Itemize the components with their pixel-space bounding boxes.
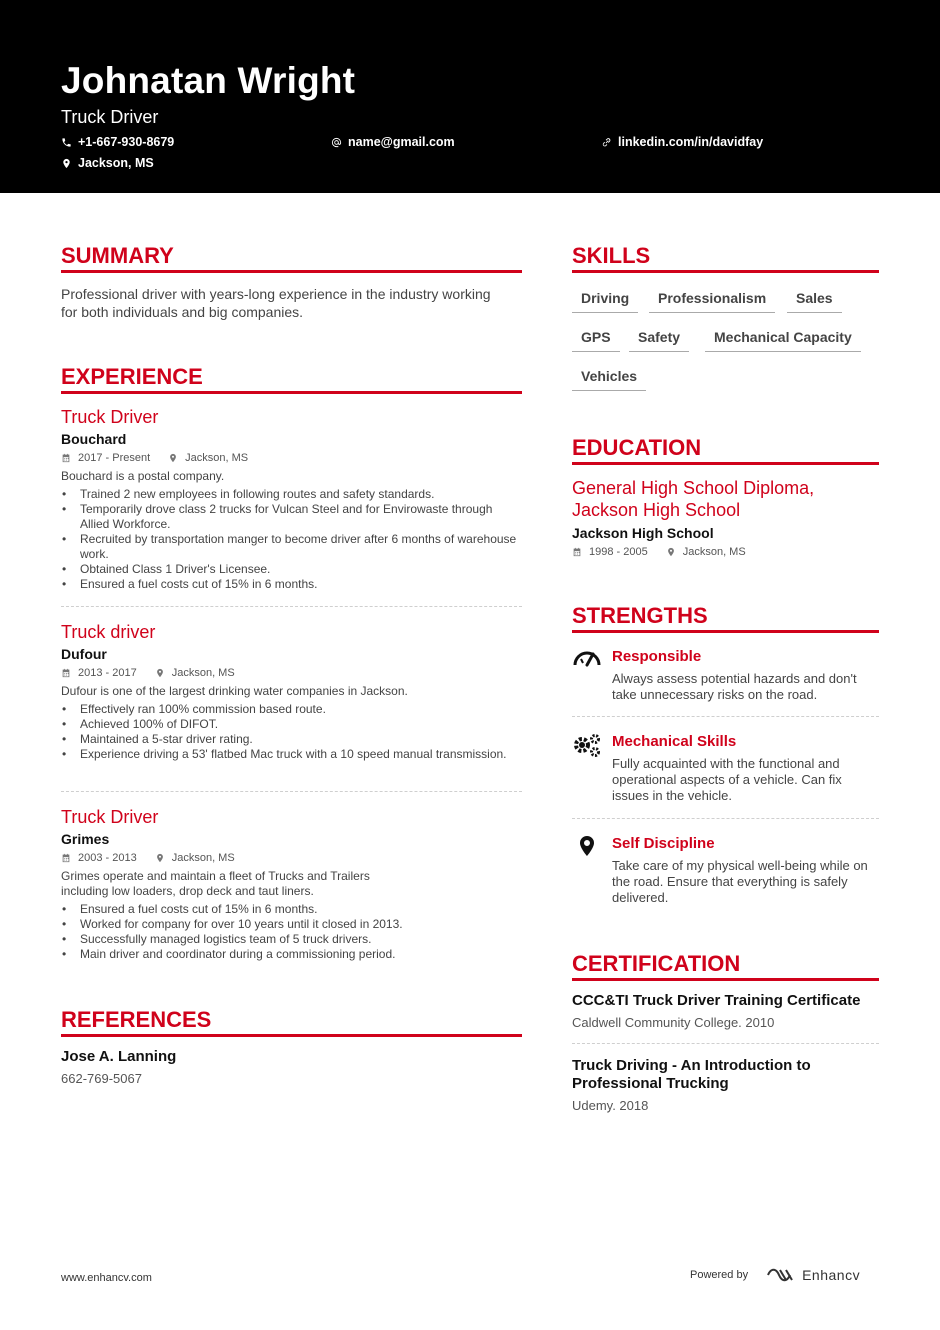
education-dates: 1998 - 2005	[589, 546, 648, 558]
job-bullet: • Successfully managed logistics team of 5 truck drivers.	[61, 932, 522, 947]
certification-issuer: Udemy. 2018	[572, 1098, 649, 1113]
certification-title: CCC&TI Truck Driver Training Certificate	[572, 992, 861, 1009]
candidate-title: Truck Driver	[61, 107, 159, 127]
at-sign-icon	[331, 137, 342, 148]
job-title: Truck Driver	[61, 807, 159, 827]
job-meta	[61, 666, 522, 680]
skill-tag: Sales	[787, 290, 842, 313]
strength-divider	[572, 818, 879, 819]
contact-location	[61, 156, 154, 170]
powered-by-label: Powered by	[690, 1269, 749, 1281]
strength-divider	[572, 716, 879, 717]
job-bullets	[61, 702, 522, 762]
calendar-icon	[572, 547, 582, 557]
job-bullet: • Obtained Class 1 Driver's Licensee.	[61, 562, 522, 577]
job-divider	[61, 791, 522, 792]
job-location-text: Jackson, MS	[185, 452, 249, 464]
job-bullet: • Effectively ran 100% commission based route.	[61, 702, 522, 717]
contact-phone[interactable]	[61, 135, 174, 149]
link-icon	[601, 137, 612, 148]
skill-tag: Vehicles	[572, 368, 646, 391]
references-heading: REFERENCES	[61, 1007, 522, 1037]
location-pin-icon	[168, 453, 178, 463]
education-heading: EDUCATION	[572, 435, 879, 465]
education-location	[666, 545, 746, 559]
strength-title: Self Discipline	[612, 835, 715, 852]
job-bullets	[61, 902, 522, 962]
skill-tag: Driving	[572, 290, 638, 313]
job-bullet: • Achieved 100% of DIFOT.	[61, 717, 522, 732]
job-location	[155, 666, 235, 680]
enhancv-brand-text: Enhancv	[802, 1267, 861, 1283]
enhancv-logo-icon	[766, 1267, 796, 1283]
strength-text: Fully acquainted with the functional and operational aspects of a vehicle. Can fix issues in the vehicle.	[612, 756, 842, 803]
education-degree: General High School Diploma, Jackson High School	[572, 478, 815, 520]
reference-phone: 662-769-5067	[61, 1071, 142, 1086]
certification-title: Truck Driving - An Introduction to Professional Trucking	[572, 1057, 811, 1092]
email-text: name@gmail.com	[348, 135, 455, 149]
location-pin-icon	[155, 668, 165, 678]
job-title: Truck Driver	[61, 407, 159, 427]
map-pin-icon	[572, 835, 602, 861]
job-bullet: • Worked for company for over 10 years until it closed in 2013.	[61, 917, 522, 932]
job-location	[168, 451, 248, 465]
skill-tag: Mechanical Capacity	[705, 329, 861, 352]
location-pin-icon	[155, 853, 165, 863]
skill-tag: Professionalism	[649, 290, 775, 313]
job-location	[155, 851, 235, 865]
job-title: Truck driver	[61, 622, 156, 642]
job-bullets	[61, 487, 522, 592]
resume-header	[0, 0, 940, 193]
certification-heading: CERTIFICATION	[572, 951, 879, 981]
contact-email[interactable]	[331, 135, 455, 149]
strength-text: Always assess potential hazards and don't take unnecessary risks on the road.	[612, 671, 857, 702]
strengths-heading: STRENGTHS	[572, 603, 879, 633]
location-pin-icon	[61, 158, 72, 169]
job-description: Bouchard is a postal company.	[61, 469, 225, 483]
certification-divider	[572, 1043, 879, 1044]
job-description: Dufour is one of the largest drinking water companies in Jackson.	[61, 684, 408, 698]
job-entry	[61, 621, 522, 762]
skills-heading: SKILLS	[572, 243, 879, 273]
footer-website[interactable]: www.enhancv.com	[61, 1272, 152, 1284]
job-divider	[61, 606, 522, 607]
skill-tag: GPS	[572, 329, 620, 352]
enhancv-logo[interactable]	[766, 1267, 860, 1283]
education-school: Jackson High School	[572, 525, 714, 541]
calendar-icon	[61, 853, 71, 863]
skill-tag: Safety	[629, 329, 689, 352]
job-meta	[61, 451, 522, 465]
gauge-icon	[572, 648, 602, 674]
reference-name: Jose A. Lanning	[61, 1048, 177, 1065]
job-dates: 2017 - Present	[78, 452, 151, 464]
strength-title: Responsible	[612, 648, 702, 665]
job-meta	[61, 851, 522, 865]
location-pin-icon	[666, 547, 676, 557]
strength-title: Mechanical Skills	[612, 733, 737, 750]
job-bullet: • Ensured a fuel costs cut of 15% in 6 months.	[61, 902, 522, 917]
summary-text: Professional driver with years-long experience in the industry working for both individuals and big companies.	[61, 286, 491, 320]
candidate-name: Johnatan Wright	[61, 60, 356, 101]
linkedin-text: linkedin.com/in/davidfay	[618, 135, 764, 149]
certification-item	[572, 992, 879, 1030]
job-company: Dufour	[61, 646, 107, 662]
strength-text: Take care of my physical well-being while on the road. Ensure that everything is safely delivered.	[612, 858, 868, 905]
education-meta	[572, 545, 879, 559]
job-location-text: Jackson, MS	[171, 667, 235, 679]
job-bullet: • Experience driving a 53' flatbed Mac truck with a 10 speed manual transmission.	[61, 747, 522, 762]
job-bullet: • Recruited by transportation manger to become driver after 6 months of warehouse work.	[61, 532, 522, 562]
experience-heading: EXPERIENCE	[61, 364, 522, 394]
job-location-text: Jackson, MS	[171, 852, 235, 864]
calendar-icon	[61, 668, 71, 678]
phone-text: +1-667-930-8679	[78, 135, 175, 149]
job-entry	[61, 406, 522, 592]
location-text: Jackson, MS	[78, 156, 154, 170]
job-dates: 2013 - 2017	[78, 667, 137, 679]
certification-item	[572, 1057, 862, 1113]
job-entry	[61, 806, 522, 962]
job-bullet: • Main driver and coordinator during a commissioning period.	[61, 947, 522, 962]
job-bullet: • Ensured a fuel costs cut of 15% in 6 months.	[61, 577, 522, 592]
summary-heading: SUMMARY	[61, 243, 522, 273]
contact-linkedin[interactable]	[601, 135, 763, 149]
job-bullet: • Temporarily drove class 2 trucks for Vulcan Steel and for Envirowaste through Allied Workforce.	[61, 502, 522, 532]
calendar-icon	[61, 453, 71, 463]
job-dates: 2003 - 2013	[78, 852, 137, 864]
job-bullet: • Maintained a 5-star driver rating.	[61, 732, 522, 747]
footer-powered	[690, 1267, 860, 1283]
job-company: Bouchard	[61, 431, 127, 447]
phone-icon	[61, 137, 72, 148]
certification-issuer: Caldwell Community College. 2010	[572, 1015, 775, 1030]
job-company: Grimes	[61, 831, 110, 847]
education-location-text: Jackson, MS	[682, 546, 746, 558]
gears-icon	[572, 733, 602, 759]
job-description: Grimes operate and maintain a fleet of Trucks and Trailers including low loaders, drop deck and taut liners.	[61, 869, 370, 898]
job-bullet: • Trained 2 new employees in following routes and safety standards.	[61, 487, 522, 502]
